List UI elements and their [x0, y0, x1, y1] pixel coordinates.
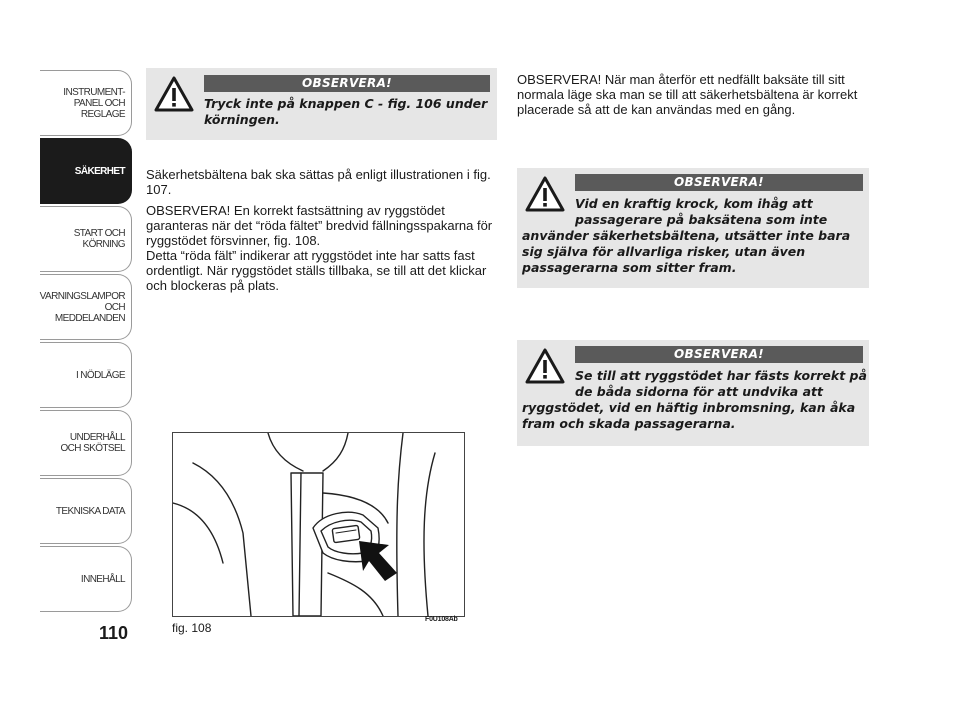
page-number: 110 [99, 623, 129, 643]
tab-technical-data[interactable]: TEKNISKA DATA [40, 478, 132, 544]
warning-text: ryggstödet, vid en häftig inbromsning, kan åka fram och skada passagerarna. [522, 400, 856, 431]
tab-start-driving[interactable]: START OCH KÖRNING [40, 206, 132, 272]
warning-box-top [146, 68, 497, 140]
warning-triangle-icon [154, 76, 194, 112]
tab-instrument-panel[interactable]: INSTRUMENT- PANEL OCH REGLAGE [40, 70, 132, 136]
left-body-text [146, 167, 498, 299]
tab-contents[interactable]: INNEHÅLL [40, 546, 132, 612]
figure-code: F0U108Ab [425, 616, 458, 623]
warning-heading: OBSERVERA! [575, 346, 863, 363]
right-body-text [517, 72, 867, 123]
warning-box-bottom [517, 340, 869, 446]
warning-heading: OBSERVERA! [575, 174, 863, 191]
seat-illustration [173, 433, 464, 616]
tab-warning-lights[interactable]: VARNINGSLAMPOR OCH MEDDELANDEN [40, 274, 132, 340]
paragraph: OBSERVERA! En korrekt fastsättning av ryggstödet garanteras när det “röda fältet” bredvid fällningsspakarna för ryggstödet försvinner, fig. 108. [146, 203, 493, 248]
warning-triangle-icon [525, 176, 565, 212]
arrow-pointer-icon [359, 541, 397, 581]
tab-emergency[interactable]: I NÖDLÄGE [40, 342, 132, 408]
warning-heading: OBSERVERA! [204, 75, 490, 92]
tab-maintenance[interactable]: UNDERHÅLL OCH SKÖTSEL [40, 410, 132, 476]
warning-line: Vid en kraftig krock, kom ihåg att [575, 196, 813, 211]
warning-triangle-icon [525, 348, 565, 384]
warning-line: de båda sidorna för att undvika att [575, 384, 823, 399]
figure-caption: fig. 108 [172, 621, 212, 635]
warning-line: Se till att ryggstödet har fästs korrekt på [575, 368, 867, 383]
figure-108 [172, 432, 465, 617]
warning-line: passagerare på baksätena som inte [575, 212, 828, 227]
paragraph: Säkerhetsbältena bak ska sättas på enligt illustrationen i fig. 107. [146, 167, 491, 197]
warning-box-middle [517, 168, 869, 288]
paragraph: Detta “röda fält” indikerar att ryggstödet inte har satts fast ordentligt. När ryggstödet ställs tillbaka, se till att det klickar och blockeras på plats. [146, 248, 487, 293]
paragraph: OBSERVERA! När man återför ett nedfällt baksäte till sitt normala läge ska man se till att säkerhetsbältena är korrekt placerade så att de kan användas med en gång. [517, 72, 858, 117]
warning-text: Tryck inte på knappen C - fig. 106 under körningen. [204, 96, 488, 127]
tab-safety[interactable]: SÄKERHET [40, 138, 132, 204]
warning-text: använder säkerhetsbältena, utsätter inte bara sig själva för allvarliga risker, utan även passagerarna som sitter fram. [522, 228, 851, 275]
